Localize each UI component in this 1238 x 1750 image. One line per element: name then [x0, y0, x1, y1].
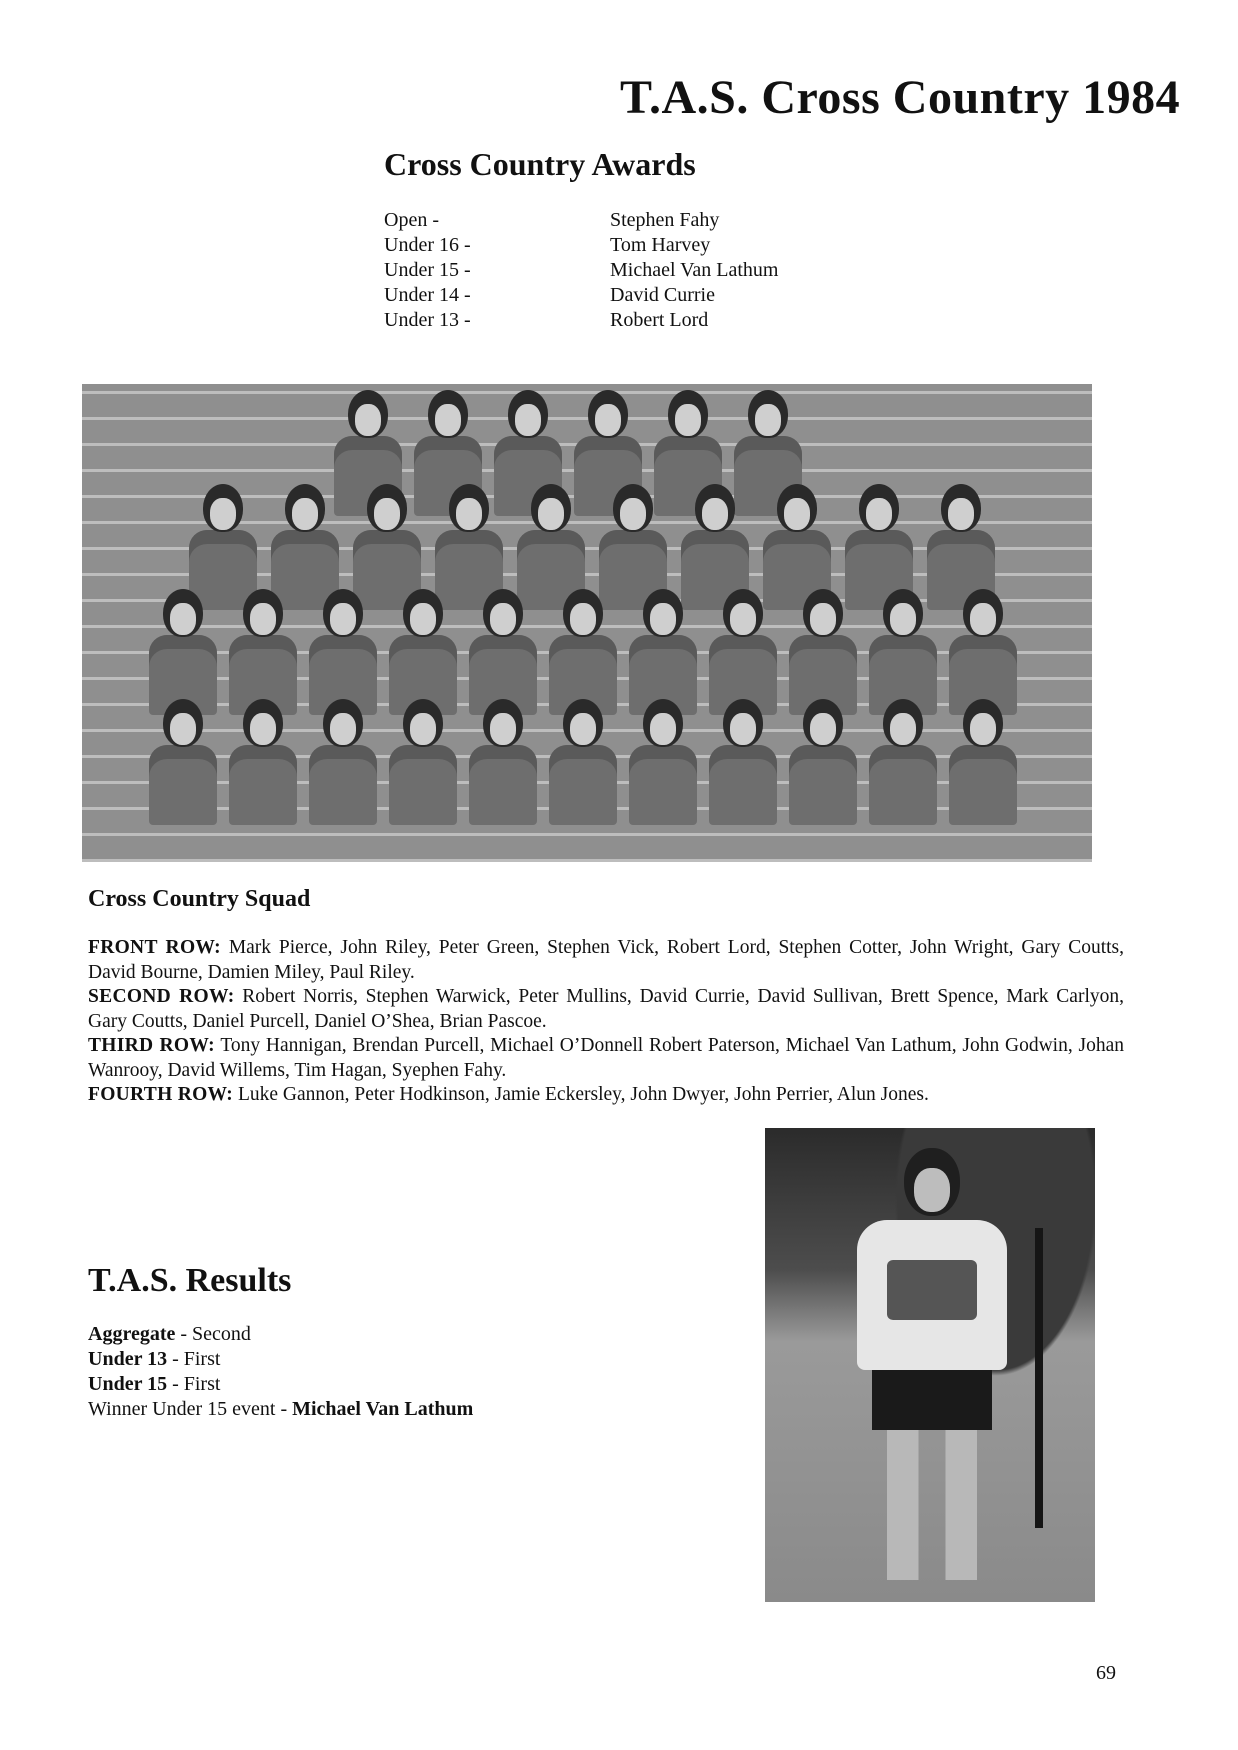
squad-member-head — [163, 699, 203, 747]
squad-member-singlet — [389, 745, 457, 825]
roster-row-names: Robert Norris, Stephen Warwick, Peter Mullins, David Currie, David Sullivan, Brett Spence, Mark Carlyon, Gary Coutts, Daniel Purcell, Daniel O’Shea, Brian Pascoe. — [88, 986, 1125, 1032]
squad-member-head — [859, 484, 899, 532]
squad-member-head — [803, 589, 843, 637]
squad-member-head — [203, 484, 243, 532]
squad-member-figure — [712, 699, 774, 825]
award-category: Under 13 - — [384, 309, 471, 331]
result-item — [88, 1372, 473, 1397]
result-value: - First — [167, 1348, 221, 1370]
squad-member-singlet — [869, 745, 937, 825]
award-winner: Michael Van Lathum — [610, 259, 779, 281]
roster-row-fourth — [88, 1083, 1124, 1108]
results-list — [88, 1322, 473, 1422]
squad-member-figure — [392, 589, 454, 715]
squad-member-figure — [632, 589, 694, 715]
roster-row-names: Luke Gannon, Peter Hodkinson, Jamie Eckersley, John Dwyer, John Perrier, Alun Jones. — [237, 1084, 929, 1105]
roster-row-names: Tony Hannigan, Brendan Purcell, Michael O’Donnell Robert Paterson, Michael Van Lathum, John Godwin, Johan Wanrooy, David Willems, Tim Hagan, Syephen Fahy. — [88, 1035, 1124, 1081]
squad-member-head — [723, 589, 763, 637]
squad-member-figure — [472, 589, 534, 715]
result-value: - First — [167, 1373, 221, 1395]
roster-row-names: Mark Pierce, John Riley, Peter Green, Stephen Vick, Robert Lord, Stephen Cotter, John Wright, Gary Coutts, David Bourne, Damien Miley, Paul Riley. — [88, 937, 1125, 983]
squad-member-head — [508, 390, 548, 438]
award-category: Under 16 - — [384, 234, 471, 256]
squad-member-head — [403, 699, 443, 747]
squad-member-figure — [552, 589, 614, 715]
squad-member-head — [531, 484, 571, 532]
squad-member-figure — [392, 699, 454, 825]
squad-member-figure — [872, 699, 934, 825]
squad-member-head — [348, 390, 388, 438]
squad-member-head — [428, 390, 468, 438]
squad-member-head — [723, 699, 763, 747]
award-category: Under 15 - — [384, 259, 471, 281]
squad-member-head — [695, 484, 735, 532]
result-label: Under 13 — [88, 1348, 168, 1370]
squad-member-head — [323, 589, 363, 637]
squad-member-figure — [312, 699, 374, 825]
squad-member-singlet — [469, 745, 537, 825]
squad-member-head — [449, 484, 489, 532]
squad-member-head — [563, 589, 603, 637]
squad-member-head — [613, 484, 653, 532]
award-winner: Stephen Fahy — [610, 209, 720, 231]
squad-member-head — [367, 484, 407, 532]
squad-member-head — [643, 699, 683, 747]
roster-row-second — [88, 985, 1124, 1034]
squad-member-head — [163, 589, 203, 637]
squad-member-singlet — [549, 745, 617, 825]
squad-member-figure — [792, 699, 854, 825]
awards-heading: Cross Country Awards — [384, 146, 696, 182]
squad-member-head — [777, 484, 817, 532]
squad-member-singlet — [309, 745, 377, 825]
result-item — [88, 1347, 473, 1372]
squad-member-head — [941, 484, 981, 532]
award-winner: David Currie — [610, 284, 715, 306]
roster-row-front — [88, 936, 1124, 985]
winner-prefix: Winner Under 15 event - — [88, 1398, 293, 1420]
runner-shirt — [857, 1220, 1007, 1370]
squad-member-head — [668, 390, 708, 438]
squad-member-head — [243, 589, 283, 637]
squad-member-singlet — [149, 745, 217, 825]
squad-member-figure — [712, 589, 774, 715]
award-winner: Robert Lord — [610, 309, 709, 331]
squad-member-head — [483, 589, 523, 637]
result-label: Aggregate — [88, 1323, 176, 1345]
squad-member-head — [963, 699, 1003, 747]
squad-member-singlet — [709, 745, 777, 825]
page-number: 69 — [1096, 1662, 1116, 1684]
fence-post — [1035, 1228, 1043, 1528]
squad-member-figure — [232, 589, 294, 715]
runner-head — [904, 1148, 960, 1216]
squad-member-singlet — [629, 745, 697, 825]
squad-member-figure — [952, 699, 1014, 825]
result-item — [88, 1322, 473, 1347]
award-categories — [384, 208, 471, 333]
squad-member-figure — [552, 699, 614, 825]
squad-member-head — [748, 390, 788, 438]
runner-legs — [887, 1430, 977, 1580]
roster-row-third — [88, 1034, 1124, 1083]
squad-member-figure — [872, 589, 934, 715]
squad-member-head — [883, 589, 923, 637]
award-category: Under 14 - — [384, 284, 471, 306]
squad-member-head — [563, 699, 603, 747]
squad-member-head — [403, 589, 443, 637]
squad-member-head — [483, 699, 523, 747]
squad-member-figure — [152, 589, 214, 715]
squad-caption: Cross Country Squad — [88, 886, 311, 912]
runner-photo — [765, 1128, 1095, 1602]
squad-member-figure — [232, 699, 294, 825]
squad-member-head — [285, 484, 325, 532]
runner-shorts — [872, 1370, 992, 1430]
award-winner: Tom Harvey — [610, 234, 711, 256]
squad-member-singlet — [789, 745, 857, 825]
squad-member-head — [643, 589, 683, 637]
squad-member-head — [963, 589, 1003, 637]
squad-member-head — [243, 699, 283, 747]
squad-member-figure — [952, 589, 1014, 715]
winner-name: Michael Van Lathum — [292, 1398, 474, 1420]
squad-member-figure — [152, 699, 214, 825]
squad-member-singlet — [229, 745, 297, 825]
squad-member-figure — [312, 589, 374, 715]
results-heading: T.A.S. Results — [88, 1262, 292, 1299]
award-winners — [610, 208, 778, 333]
roster-row-label: FRONT ROW: — [88, 937, 221, 958]
squad-member-singlet — [949, 745, 1017, 825]
result-value: - Second — [175, 1323, 251, 1345]
roster-row-label: SECOND ROW: — [88, 986, 235, 1007]
squad-member-figure — [632, 699, 694, 825]
award-category: Open - — [384, 209, 439, 231]
result-item — [88, 1397, 473, 1422]
roster-row-label: THIRD ROW: — [88, 1035, 215, 1056]
result-label: Under 15 — [88, 1373, 168, 1395]
page-title: T.A.S. Cross Country 1984 — [620, 71, 1181, 124]
squad-member-head — [883, 699, 923, 747]
squad-member-head — [588, 390, 628, 438]
squad-group-photo — [82, 384, 1092, 862]
runner-figure — [857, 1148, 1007, 1588]
roster-row-label: FOURTH ROW: — [88, 1084, 234, 1105]
squad-roster — [88, 936, 1124, 1108]
squad-member-figure — [792, 589, 854, 715]
squad-member-figure — [472, 699, 534, 825]
squad-member-head — [323, 699, 363, 747]
squad-member-head — [803, 699, 843, 747]
